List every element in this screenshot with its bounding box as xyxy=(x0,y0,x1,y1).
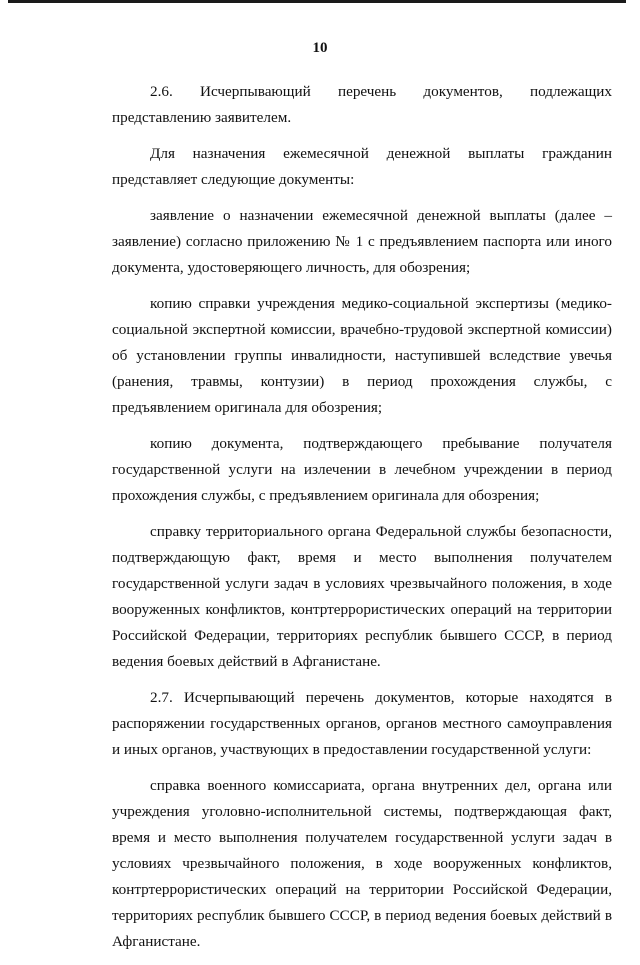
paragraph-application: заявление о назначении ежемесячной денежной выплаты (далее – заявление) согласно приложению № 1 с предъявлением паспорта или иного документа, удостоверяющего личность, для обозрения; xyxy=(112,207,612,276)
document-body xyxy=(112,79,612,965)
paragraph-medical-certificate: копию справки учреждения медико-социальной экспертизы (медико-социальной экспертной комиссии, врачебно-трудовой экспертной комиссии) об установлении группы инвалидности, наступившей вследствие увечья (ранения, травмы, контузии) в период прохождения службы, с предъявлением оригинала для обозрения; xyxy=(112,295,612,416)
paragraph-fsb-certificate: справку территориального органа Федеральной службы безопасности, подтверждающую факт, время и место выполнения получателем государственной услуги задач в условиях чрезвычайного положения, в ходе вооруженных конфликтов, контртеррористических операций на территории Российской Федерации, территориях республик бывшего СССР, в период ведения боевых действий в Афганистане. xyxy=(112,523,612,670)
top-border-line xyxy=(8,0,626,3)
page-number: 10 xyxy=(312,40,328,56)
paragraph-treatment-document: копию документа, подтверждающего пребывание получателя государственной услуги на излечении в лечебном учреждении в период прохождения службы, с предъявлением оригинала для обозрения; xyxy=(112,435,612,504)
paragraph-intro: Для назначения ежемесячной денежной выплаты гражданин представляет следующие документы: xyxy=(112,145,612,188)
paragraph-2-6-heading: 2.6. Исчерпывающий перечень документов, подлежащих представлению заявителем. xyxy=(112,83,612,126)
paragraph-military-certificate: справка военного комиссариата, органа внутренних дел, органа или учреждения уголовно-исполнительной системы, подтверждающая факт, время и место выполнения получателем государственной услуги задач в условиях чрезвычайного положения, в ходе вооруженных конфликтов, контртеррористических операций на территории Российской Федерации, территориях республик бывшего СССР, в период ведения боевых действий в Афганистане. xyxy=(112,777,612,950)
paragraph-2-7-heading: 2.7. Исчерпывающий перечень документов, которые находятся в распоряжении государственных органов, органов местного самоуправления и иных органов, участвующих в предоставлении государственной услуги: xyxy=(112,689,612,758)
